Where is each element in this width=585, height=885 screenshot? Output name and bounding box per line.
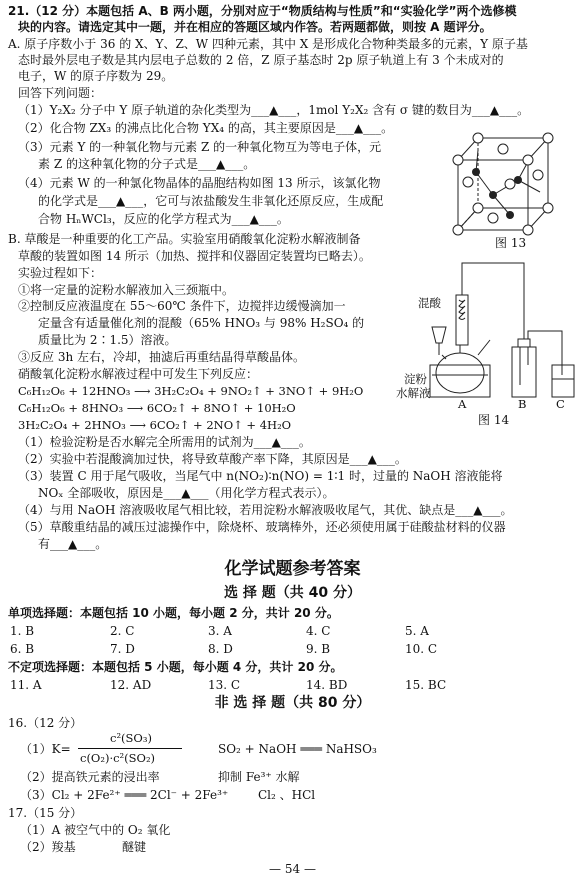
page-number: — 54 — bbox=[269, 862, 316, 876]
answer-5: 5. A bbox=[405, 624, 429, 638]
answer-15: 15. BC bbox=[405, 678, 447, 692]
q21b-q3-cont: NOₓ 全部吸收，原因是___▲___（用化学方程式表示）。 bbox=[38, 486, 335, 500]
q16-header: 16.（12 分） bbox=[8, 716, 83, 730]
q21b-line-6: 定量含有适量催化剂的混酸（65% HNO₃ 与 98% H₂SO₄ 的 bbox=[38, 316, 365, 330]
q16-1-numerator: c²(SO₃) bbox=[110, 731, 152, 745]
q17-1: （1）A 被空气中的 O₂ 氧化 bbox=[20, 823, 171, 837]
answers-section2-title: 非 选 择 题（共 80 分） bbox=[214, 695, 371, 711]
q21b-line-4: ①将一定量的淀粉水解液加入三颈瓶中。 bbox=[18, 283, 235, 297]
answers-section1-title: 选 择 题（共 40 分） bbox=[224, 585, 361, 601]
answer-10: 10. C bbox=[405, 642, 438, 656]
answer-7: 7. D bbox=[110, 642, 135, 656]
fig14-label-c: C bbox=[556, 397, 565, 411]
q16-1-label: （1）K= bbox=[20, 742, 71, 756]
q16-2: （2）提高铁元素的浸出率 bbox=[20, 770, 160, 784]
q21b-reaction-2: C₆H₁₂O₆ + 8HNO₃ ⟶ 6CO₂↑ + 8NO↑ + 10H₂O bbox=[18, 401, 296, 415]
q17-2: （2）羧基 bbox=[20, 840, 76, 854]
q21-title-line1: 21.（12 分）本题包括 A、B 两小题，分别对应于“物质结构与性质”和“实验化学”两个选修模 bbox=[8, 4, 517, 18]
answer-6: 6. B bbox=[10, 642, 35, 656]
answer-1: 1. B bbox=[10, 624, 35, 638]
answer-14: 14. BD bbox=[306, 678, 348, 692]
q21b-line-8: ③反应 3h 左右，冷却，抽滤后再重结晶得草酸晶体。 bbox=[18, 350, 305, 364]
q21b-q5-cont: 有___▲___。 bbox=[38, 537, 108, 551]
fraction-bar bbox=[78, 748, 182, 749]
q21b-line-5: ②控制反应液温度在 55～60℃ 条件下，边搅拌边缓慢滴加一 bbox=[18, 299, 346, 313]
q21a-line-5: （1）Y₂X₂ 分子中 Y 原子轨道的杂化类型为___▲___，1mol Y₂X₂ 含有 σ 键的数目为___▲___。 bbox=[18, 103, 530, 117]
q21a-line-10: 的化学式是___▲___，它可与浓盐酸发生非氧化还原反应，生成配 bbox=[38, 194, 384, 208]
q21b-q2: （2）实验中若混酸滴加过快，将导致草酸产率下降，其原因是___▲___。 bbox=[18, 452, 407, 466]
q21a-line-7: （3）元素 Y 的一种氧化物与元素 Z 的一种氧化物互为等电子体，元 bbox=[18, 140, 382, 154]
q17-header: 17.（15 分） bbox=[8, 806, 83, 820]
multi-choice-title: 不定项选择题：本题包括 5 小题，每小题 4 分，共计 20 分。 bbox=[8, 660, 343, 674]
q21-title-line2: 块的内容。请选定其中一题，并在相应的答题区域内作答。若两题都做，则按 A 题评分。 bbox=[18, 20, 492, 34]
answer-9: 9. B bbox=[306, 642, 331, 656]
fig14-caption: 图 14 bbox=[478, 413, 510, 427]
q21a-line-11: 合物 HₙWCl₃，反应的化学方程式为___▲___。 bbox=[38, 212, 289, 226]
q21b-line-2: 草酸的装置如图 14 所示（加热、搅拌和仪器固定装置均已略去）。 bbox=[18, 249, 371, 263]
q21a-line-4: 回答下列问题： bbox=[18, 86, 103, 100]
q21b-q4: （4）与用 NaOH 溶液吸收尾气相比较，若用淀粉水解液吸收尾气，其优、缺点是___▲___。 bbox=[18, 503, 513, 517]
fig13-caption: 图 13 bbox=[495, 236, 527, 250]
q21a-line-9: （4）元素 W 的一种氯化物晶体的晶胞结构如图 13 所示，该氯化物 bbox=[18, 176, 381, 190]
q16-1-equation: SO₂ + NaOH ═══ NaHSO₃ bbox=[218, 742, 377, 756]
q21b-line-7: 质量比为 2∶1.5）溶液。 bbox=[38, 333, 177, 347]
fig14-label-b: B bbox=[518, 397, 527, 411]
answer-12: 12. AD bbox=[110, 678, 152, 692]
fig14-label-mix: 混酸 bbox=[418, 296, 441, 310]
single-choice-title: 单项选择题：本题包括 10 小题，每小题 2 分，共计 20 分。 bbox=[8, 606, 339, 620]
q21b-line-3: 实验过程如下： bbox=[18, 266, 103, 280]
q21b-reaction-1: C₆H₁₂O₆ + 12HNO₃ ⟶ 3H₂C₂O₄ + 9NO₂↑ + 3NO↑ + 9H₂O bbox=[18, 384, 364, 398]
q21b-q1: （1）检验淀粉是否水解完全所需用的试剂为___▲___。 bbox=[18, 435, 311, 449]
answers-title: 化学试题参考答案 bbox=[224, 559, 361, 579]
answer-4: 4. C bbox=[306, 624, 331, 638]
q17-2b: 醚键 bbox=[122, 840, 147, 854]
answer-2: 2. C bbox=[110, 624, 135, 638]
q21b-line-9: 硝酸氧化淀粉水解液过程中可发生下列反应： bbox=[18, 367, 259, 381]
q21a-line-1: A. 原子序数小于 36 的 X、Y、Z、W 四种元素，其中 X 是形成化合物种类最多的元素，Y 原子基 bbox=[8, 37, 528, 51]
answer-3: 3. A bbox=[208, 624, 232, 638]
fig13-unit-cell bbox=[448, 120, 572, 248]
fig14-label-a: A bbox=[458, 397, 467, 411]
q16-1-denominator: c(O₂)·c²(SO₂) bbox=[80, 751, 156, 765]
q16-3: （3）Cl₂ + 2Fe²⁺ ═══ 2Cl⁻ + 2Fe³⁺ bbox=[20, 788, 229, 802]
answer-8: 8. D bbox=[208, 642, 233, 656]
answer-11: 11. A bbox=[10, 678, 42, 692]
q21b-q3: （3）装置 C 用于尾气吸收，当尾气中 n(NO₂)∶n(NO) = 1∶1 时，过量的 NaOH 溶液能将 bbox=[18, 469, 503, 483]
q21b-line-1: B. 草酸是一种重要的化工产品。实验室用硝酸氧化淀粉水解液制备 bbox=[8, 232, 361, 246]
q21b-q5: （5）草酸重结晶的减压过滤操作中，除烧杯、玻璃棒外，还必须使用属于硅酸盐材料的仪器 bbox=[18, 520, 506, 534]
answer-13: 13. C bbox=[208, 678, 241, 692]
q21a-line-3: 电子，W 的原子序数为 29。 bbox=[18, 69, 174, 83]
q21b-reaction-3: 3H₂C₂O₄ + 2HNO₃ ⟶ 6CO₂↑ + 2NO↑ + 4H₂O bbox=[18, 418, 292, 432]
fig14-label-starch: 淀粉 bbox=[404, 372, 427, 386]
q21a-line-8: 素 Z 的这种氧化物的分子式是___▲___。 bbox=[38, 157, 256, 171]
fig14-label-hydrolysate: 水解液 bbox=[396, 386, 431, 400]
q21a-line-2: 态时最外层电子数是其内层电子总数的 2 倍，Z 原子基态时 2p 原子轨道上有 3 个未成对的 bbox=[18, 53, 504, 67]
q21a-line-6: （2）化合物 ZX₃ 的沸点比化合物 YX₄ 的高，其主要原因是___▲___。 bbox=[18, 121, 394, 135]
q16-2b: 抑制 Fe³⁺ 水解 bbox=[218, 770, 300, 784]
q16-3b: Cl₂ 、HCl bbox=[258, 788, 316, 802]
